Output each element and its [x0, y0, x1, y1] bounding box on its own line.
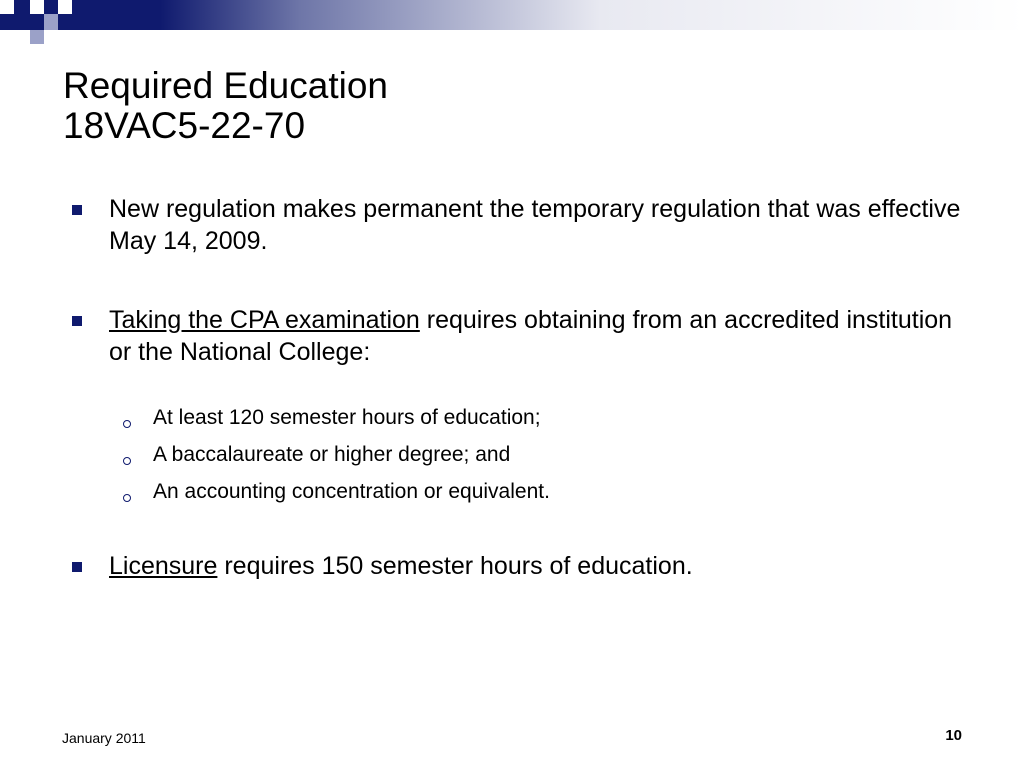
- footer-date: January 2011: [62, 730, 146, 746]
- page-number: 10: [945, 727, 962, 744]
- underlined-term: Licensure: [109, 552, 218, 580]
- square-bullet-icon: [72, 316, 82, 326]
- sub-bullet-item: An accounting concentration or equivalent.: [153, 480, 550, 503]
- bullet-text: New regulation makes permanent the temporary regulation that was effective May 14, 2009.: [109, 195, 961, 255]
- circle-sub-bullet-icon: [123, 494, 131, 502]
- bullet-text: requires 150 semester hours of education.: [217, 552, 693, 580]
- bullet-item: [109, 193, 969, 257]
- sub-bullet-item: A baccalaureate or higher degree; and: [153, 443, 511, 466]
- square-bullet-icon: [72, 205, 82, 215]
- slide-title-line-2: 18VAC5-22-70: [63, 105, 306, 146]
- bullet-item: [109, 304, 969, 368]
- circle-sub-bullet-icon: [123, 457, 131, 465]
- slide-title-line-1: Required Education: [63, 65, 388, 106]
- circle-sub-bullet-icon: [123, 420, 131, 428]
- bullet-item: [109, 550, 969, 582]
- underlined-term: Taking the CPA examination: [109, 306, 420, 334]
- square-bullet-icon: [72, 562, 82, 572]
- bullet-text: requires obtaining from an accredited institution or the National College:: [109, 306, 953, 366]
- sub-bullet-item: At least 120 semester hours of education;: [153, 406, 541, 429]
